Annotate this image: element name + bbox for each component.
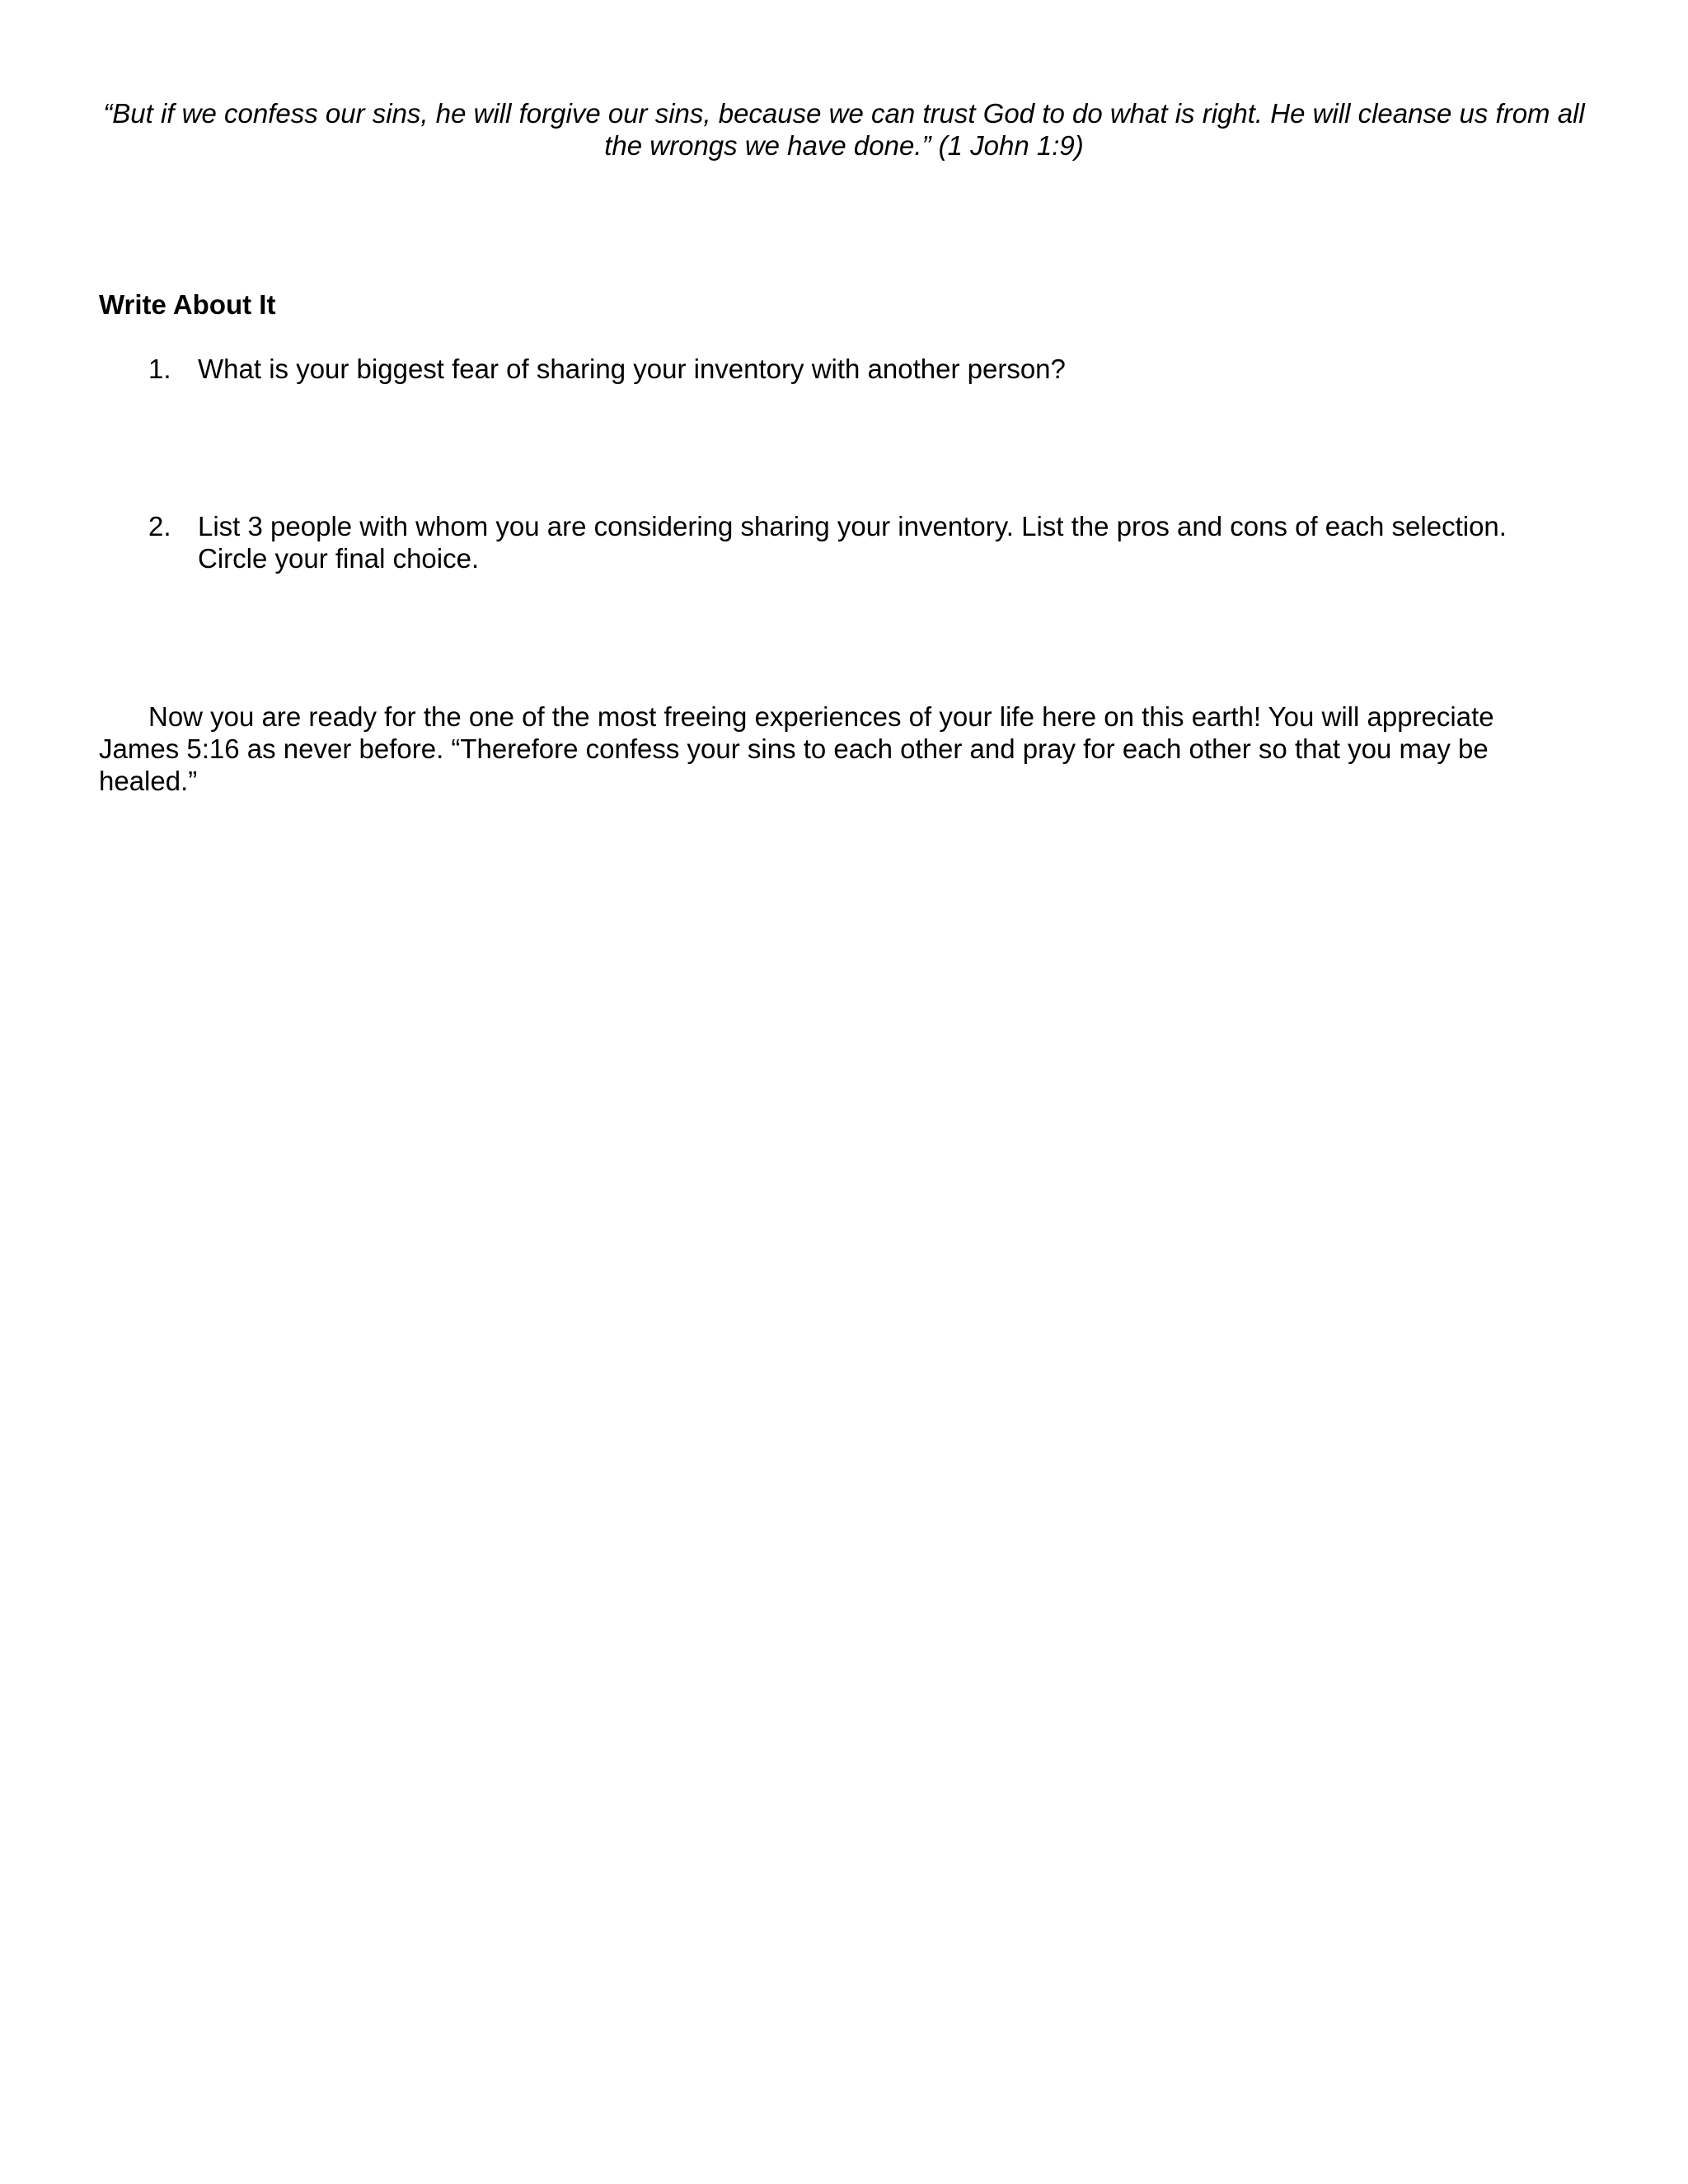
section-heading: Write About It bbox=[99, 289, 276, 320]
list-item-text: What is your biggest fear of sharing your inventory with another person? bbox=[198, 354, 1066, 384]
list-item-number: 1. bbox=[148, 354, 171, 384]
list-item-text: List 3 people with whom you are considering sharing your inventory. List the pros and cons of each selection. Circle your final choice. bbox=[198, 511, 1507, 574]
closing-paragraph: Now you are ready for the one of the most freeing experiences of your life here on this earth! You will appreciate James 5:16 as never before. “Therefore confess your sins to each other and pray for each other so that you may be healed.” bbox=[99, 701, 1494, 796]
list-item bbox=[148, 353, 1550, 385]
list-item bbox=[148, 510, 1550, 574]
scripture-quote: “But if we confess our sins, he will forgive our sins, because we can trust God to do what is right. He will cleanse us from all the wrongs we have done.” (1 John 1:9) bbox=[103, 98, 1585, 161]
list-item-number: 2. bbox=[148, 511, 171, 541]
